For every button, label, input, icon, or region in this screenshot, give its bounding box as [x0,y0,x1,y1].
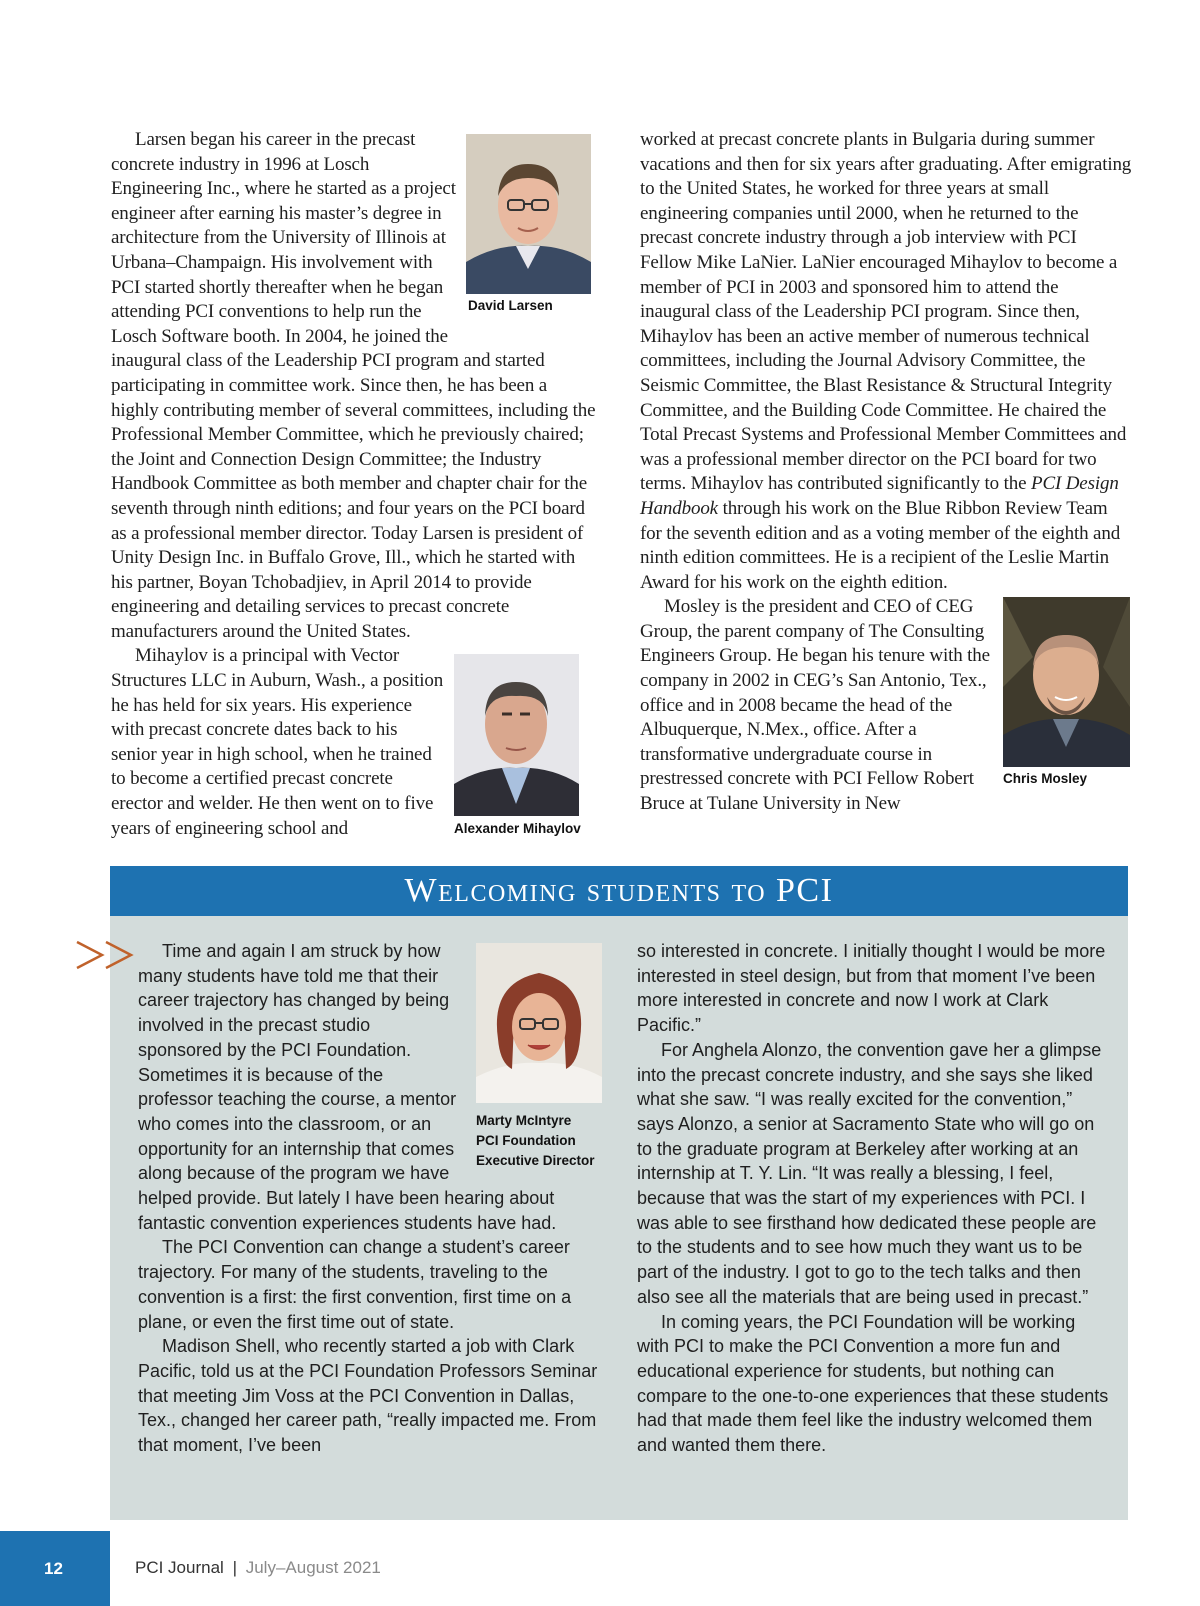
mihaylov-continued-paragraph [640,128,1132,595]
larsen-figure [464,128,599,338]
larsen-photo [466,134,591,294]
article-left-column [111,128,599,844]
sidebar-left-paragraph-1: Time and again I am struck by how many students have told me that their career trajectory has changed by being involved in the precast studio sponsored by the PCI Foundation. Sometimes it is because of the professor teaching the course, a mentor who comes into the classroom, or an opportunity for an internship that comes along because of the program we have helped provide. But lately I have been hearing about fantastic convention experiences students have had. [138,941,557,1233]
sidebar-header [110,866,1128,916]
pci-design-handbook-title: PCI Design Handbook [640,473,1119,519]
mihaylov-figure [454,648,599,844]
mosley-figure [1000,597,1132,793]
sidebar-left-column [138,939,608,1458]
mihaylov-continued-text-a: worked at precast concrete plants in Bulgaria during summer vacations and then for six years after graduating. After emigrating to the United States, he worked for three years at small engineering companies until 2000, when he returned to the precast concrete industry through a job interview with PCI Fellow Mike LaNier. LaNier encouraged Mihaylov to become a member of PCI in 2003 and sponsored him to attend the inaugural class of the Leadership PCI program. Since then, Mihaylov has been an active member of numerous technical committees, including the Journal Advisory Committee, the Seismic Committee, the Blast Resistance & Structural Integrity Committee, and the Building Code Committee. He chaired the Total Precast Systems and Professional Member Committees and was a professional member director on the PCI board for two terms. Mihaylov has contributed significantly to the [640,129,1132,495]
mcintyre-figure [466,939,608,1173]
mihaylov-paragraph: Mihaylov is a principal with Vector Structures LLC in Auburn, Wash., a position he has held for six years. His experience with precast concrete dates back to his senior year in high school, when he trained to become a certified precast concrete erector and welder. He then went on to five years of engineering school and [111,645,444,839]
larsen-caption: David Larsen [468,298,553,313]
mosley-paragraph: Mosley is the president and CEO of CEG Group, the parent company of The Consulting Engineers Group. He began his tenure with the company in 2002 in CEG’s San Antonio, Tex., office and in 2008 became the head of the Albuquerque, N.Mex., office. After a transformative undergraduate course in prestressed concrete with PCI Fellow Robert Bruce at Tulane University in New [640,596,990,815]
mihaylov-photo [454,654,579,816]
mihaylov-caption: Alexander Mihaylov [454,821,581,837]
sidebar-right-paragraph-3: In coming years, the PCI Foundation will be working with PCI to make the PCI Convention a more fun and educational experience for students, but nothing can compare to the one-to-one experiences that these students had that made them feel like the industry welcomed them and wanted them there. [637,1311,1109,1456]
sidebar-right-paragraph-1: so interested in concrete. I initially thought I would be more interested in steel design, but from that moment I’ve been more interested in concrete and now I work at Clark Pacific.” [637,941,1106,1036]
article-right-column [640,128,1132,817]
sidebar-right-paragraph-2: For Anghela Alonzo, the convention gave her a glimpse into the precast concrete industry, and she says she liked what she saw. “I was really excited for the convention,” says Alonzo, a senior at Sacramento State who will go on to the graduate program at Berkeley after working at an internship at T. Y. Lin. “It was really a blessing, I feel, because that was the start of my experiences with PCI. I was able to see firsthand how dedicated these people are to the students and to see how much they want us to be part of the industry. I got to go to the tech talks and then also see all the materials that are being used in precast.” [637,1039,1102,1307]
sidebar-left-paragraph-3: Madison Shell, who recently started a job with Clark Pacific, told us at the PCI Foundation Professors Seminar that meeting Jim Voss at the PCI Convention in Dallas, Tex., changed her career path, “really impacted me. From that moment, I’ve been [138,1336,598,1456]
double-chevron-right-icon [74,938,136,972]
journal-name: PCI Journal [135,1558,224,1577]
larsen-paragraph: Larsen began his career in the precast concrete industry in 1996 at Losch Engineering Inc., where he started as a project engineer after earning his master’s degree in architecture from the University of Illinois at Urbana–Champaign. His involvement with PCI started shortly thereafter when he began attending PCI conventions to help run the Losch Software booth. In 2004, he joined the inaugural class of the Leadership PCI program and started participating in committee work. Since then, he has been a highly contributing member of several committees, including the Professional Member Committee, which he previously chaired; the Joint and Connection Design Committee; the Industry Handbook Committee as both member and chapter chair for the seventh through ninth editions; and four years on the PCI board as a professional member director. Today Larsen is president of Unity Design Inc. in Buffalo Grove, Ill., which he started with his partner, Boyan Tchobadjiev, in April 2014 to provide engineering and detailing services to precast concrete manufacturers around the United States. [111,129,596,642]
footer-separator: | [232,1558,237,1577]
sidebar-left-paragraph-2: The PCI Convention can change a student’s career trajectory. For many of the students, traveling to the convention is a first: the first convention, first time on a plane, or even the first time out of state. [138,1237,572,1332]
page-number-tab [0,1531,110,1606]
sidebar-right-column [637,939,1111,1458]
mihaylov-continued-text-b: through his work on the Blue Ribbon Review Team for the seventh edition and as a voting member of the eighth and ninth edition committees. He is a recipient of the Leslie Martin Award for his work on the eighth edition. [640,497,1121,593]
issue-date: July–August 2021 [245,1558,381,1577]
page-number: 12 [44,1558,63,1578]
mcintyre-photo [476,943,602,1103]
mcintyre-caption-org: PCI Foundation [476,1133,576,1148]
mcintyre-caption-role: Executive Director [476,1153,595,1168]
sidebar-title: Welcoming students to PCI [404,872,834,909]
mosley-photo [1003,597,1130,767]
running-footer [135,1558,381,1578]
mosley-caption: Chris Mosley [1003,771,1088,787]
mcintyre-caption [476,1111,595,1171]
mcintyre-caption-name: Marty McIntyre [476,1113,572,1128]
